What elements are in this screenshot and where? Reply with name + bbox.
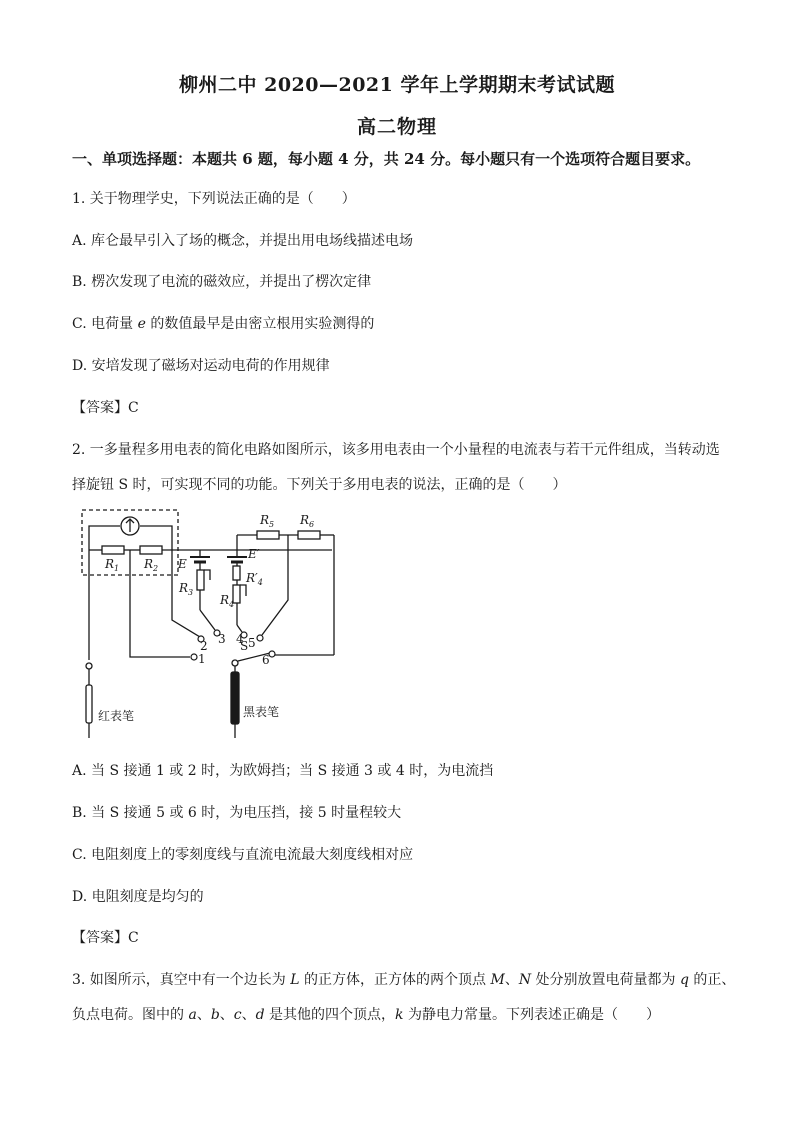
q2-option-a: A. 当 S 接通 1 或 2 时，为欧姆挡；当 S 接通 3 或 4 时，为电流挡 <box>72 763 494 779</box>
resistor-r6 <box>298 531 320 539</box>
svg-text:2: 2 <box>200 639 208 653</box>
q3-stem-line1: 3. 如图所示，真空中有一个边长为 L 的正方体，正方体的两个顶点 M、N 处分别放置电荷量都为 q 的正、 <box>72 972 736 988</box>
multimeter-circuit-diagram <box>72 500 352 745</box>
svg-text:1: 1 <box>198 652 206 666</box>
q1-answer <box>72 397 139 417</box>
q2-option-b: B. 当 S 接通 5 或 6 时，为电压挡，接 5 时量程较大 <box>72 805 402 821</box>
svg-text:5: 5 <box>248 636 256 650</box>
svg-text:4: 4 <box>236 632 244 646</box>
svg-text:R2: $R_2$ <box>144 557 159 573</box>
exam-subject: 高二物理 <box>356 116 437 138</box>
exam-title: 柳州二中 2020—2021 学年上学期期末考试试题 <box>179 74 615 96</box>
red-probe <box>86 685 92 723</box>
svg-text:R′4: $R'_4$ <box>246 571 263 587</box>
svg-text:R5: $R_5$ <box>260 513 275 529</box>
q2-answer <box>72 927 139 947</box>
svg-text:红表笔: 红表笔 <box>98 709 135 723</box>
svg-text:R6: $R_6$ <box>300 513 315 529</box>
terminal-5 <box>257 635 263 641</box>
resistor-r2 <box>140 546 162 554</box>
q1-option-d: D. 安培发现了磁场对运动电荷的作用规律 <box>72 358 330 374</box>
terminal-1 <box>191 654 197 660</box>
svg-text:黑表笔: 黑表笔 <box>243 705 280 719</box>
answer-label: 【答案】 <box>72 400 128 416</box>
svg-text:E′: E′ <box>248 547 260 561</box>
black-probe <box>231 672 239 724</box>
answer-label: 【答案】 <box>72 930 128 946</box>
resistor-r1 <box>102 546 124 554</box>
q2-option-c: C. 电阻刻度上的零刻度线与直流电流最大刻度线相对应 <box>72 847 414 863</box>
q1-option-c: C. 电荷量 e 的数值最早是由密立根用实验测得的 <box>72 316 375 332</box>
resistor-r5 <box>257 531 279 539</box>
q3-stem-line2: 负点电荷。图中的 a、b、c、d 是其他的四个顶点，k 为静电力常量。下列表述正确是（ ） <box>72 1007 660 1023</box>
svg-text:R1: $R_1$ <box>105 557 120 573</box>
answer-value: C <box>128 400 139 416</box>
q2-stem-line1: 2. 一多量程多用电表的简化电路如图所示，该多用电表由一个小量程的电流表与若干元件组成，当转动选 <box>72 442 720 458</box>
section-heading: 一、单项选择题：本题共 6 题，每小题 4 分，共 24 分。每小题只有一个选项符合题目要求。 <box>72 150 701 168</box>
svg-text:3: 3 <box>218 632 226 646</box>
q1-stem: 1. 关于物理学史，下列说法正确的是（ ） <box>72 191 356 207</box>
q1-option-a: A. 库仑最早引入了场的概念，并提出用电场线描述电场 <box>72 233 414 249</box>
resistor-r4-prime <box>233 566 240 580</box>
answer-value: C <box>128 930 139 946</box>
svg-text:6: 6 <box>262 653 270 667</box>
svg-text:E: E <box>178 557 187 571</box>
q1-option-b: B. 楞次发现了电流的磁效应，并提出了楞次定律 <box>72 274 372 290</box>
svg-text:R4: $R_4$ <box>220 593 235 609</box>
terminal-6 <box>269 651 275 657</box>
svg-text:S: S <box>240 639 249 653</box>
resistor-r3 <box>197 570 204 590</box>
q2-stem-line2: 择旋钮 S 时，可实现不同的功能。下列关于多用电表的说法，正确的是（ ） <box>72 477 567 493</box>
svg-text:R3: $R_3$ <box>179 581 194 597</box>
q2-option-d: D. 电阻刻度是均匀的 <box>72 889 204 905</box>
